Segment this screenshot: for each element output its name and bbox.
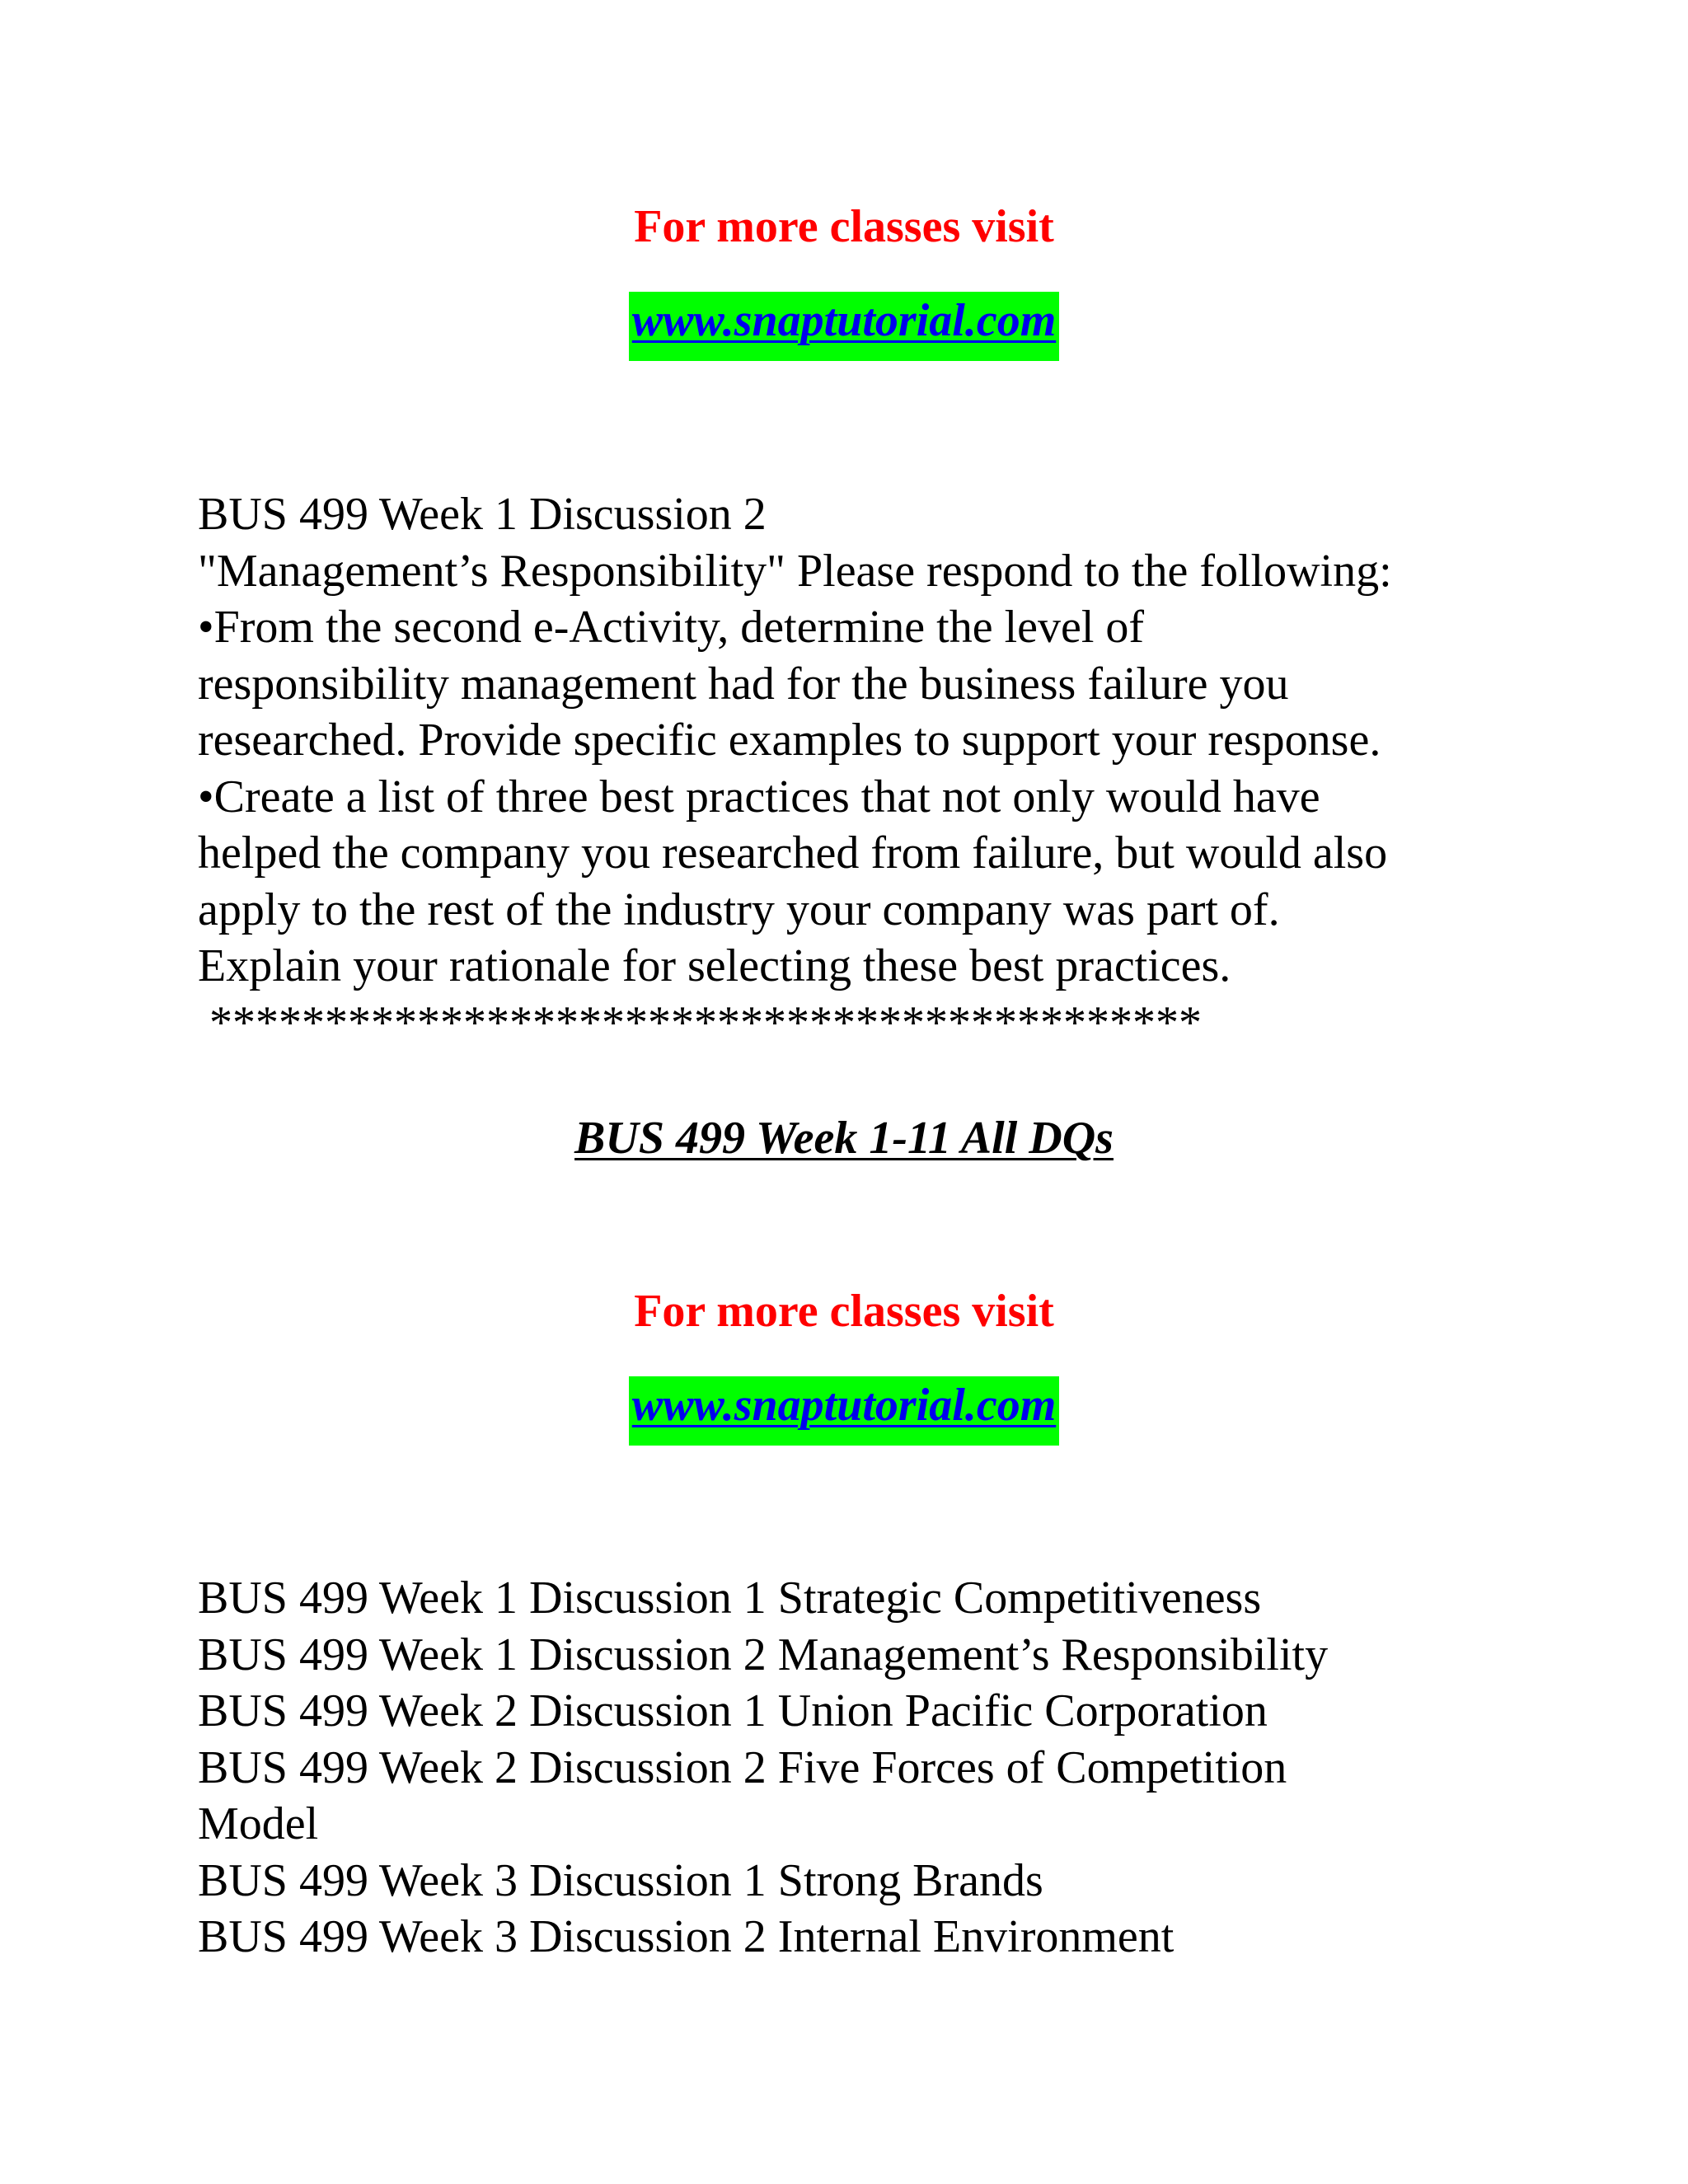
discussion-title: BUS 499 Week 1 Discussion 2 xyxy=(198,489,767,540)
discussion-line: •From the second e-Activity, determine the level of xyxy=(198,602,1145,653)
list-item: BUS 499 Week 1 Discussion 2 Management’s Responsibility xyxy=(198,1629,1329,1680)
discussion-line: helped the company you researched from failure, but would also xyxy=(198,827,1388,879)
list-item: BUS 499 Week 1 Discussion 1 Strategic Competitiveness xyxy=(198,1572,1262,1624)
link-highlight-top xyxy=(629,292,1060,361)
list-item: BUS 499 Week 3 Discussion 2 Internal Environment xyxy=(198,1911,1175,1962)
promo-link-wrap-bottom xyxy=(0,1376,1688,1446)
snaptutorial-link-top[interactable]: www.snaptutorial.com xyxy=(631,295,1057,346)
discussion-line: "Management’s Responsibility" Please respond to the following: xyxy=(198,545,1392,597)
promo-text-top: For more classes visit xyxy=(634,201,1054,252)
list-item: BUS 499 Week 3 Discussion 1 Strong Brands xyxy=(198,1854,1043,1906)
list-item: BUS 499 Week 2 Discussion 1 Union Pacific Corporation xyxy=(198,1685,1268,1736)
separator-stars: ******************************************* xyxy=(209,996,1202,1048)
all-dqs-heading-wrap xyxy=(0,1109,1688,1167)
promo-link-wrap-top xyxy=(0,292,1688,361)
list-item: BUS 499 Week 2 Discussion 2 Five Forces of Competition xyxy=(198,1741,1287,1793)
discussion-line: Explain your rationale for selecting these best practices. xyxy=(198,940,1231,991)
dq-list xyxy=(198,1570,1599,1966)
link-highlight-bottom xyxy=(629,1376,1060,1446)
all-dqs-heading[interactable]: BUS 499 Week 1-11 All DQs xyxy=(574,1113,1114,1164)
snaptutorial-link-bottom[interactable]: www.snaptutorial.com xyxy=(631,1380,1057,1431)
list-item: Model xyxy=(198,1798,319,1849)
promo-text-bottom: For more classes visit xyxy=(634,1286,1054,1337)
discussion-line: •Create a list of three best practices that not only would have xyxy=(198,771,1320,823)
discussion-line: apply to the rest of the industry your company was part of. xyxy=(198,883,1280,935)
discussion-line: researched. Provide specific examples to support your response. xyxy=(198,715,1381,766)
discussion-block xyxy=(198,486,1599,1051)
discussion-line: responsibility management had for the business failure you xyxy=(198,658,1289,710)
